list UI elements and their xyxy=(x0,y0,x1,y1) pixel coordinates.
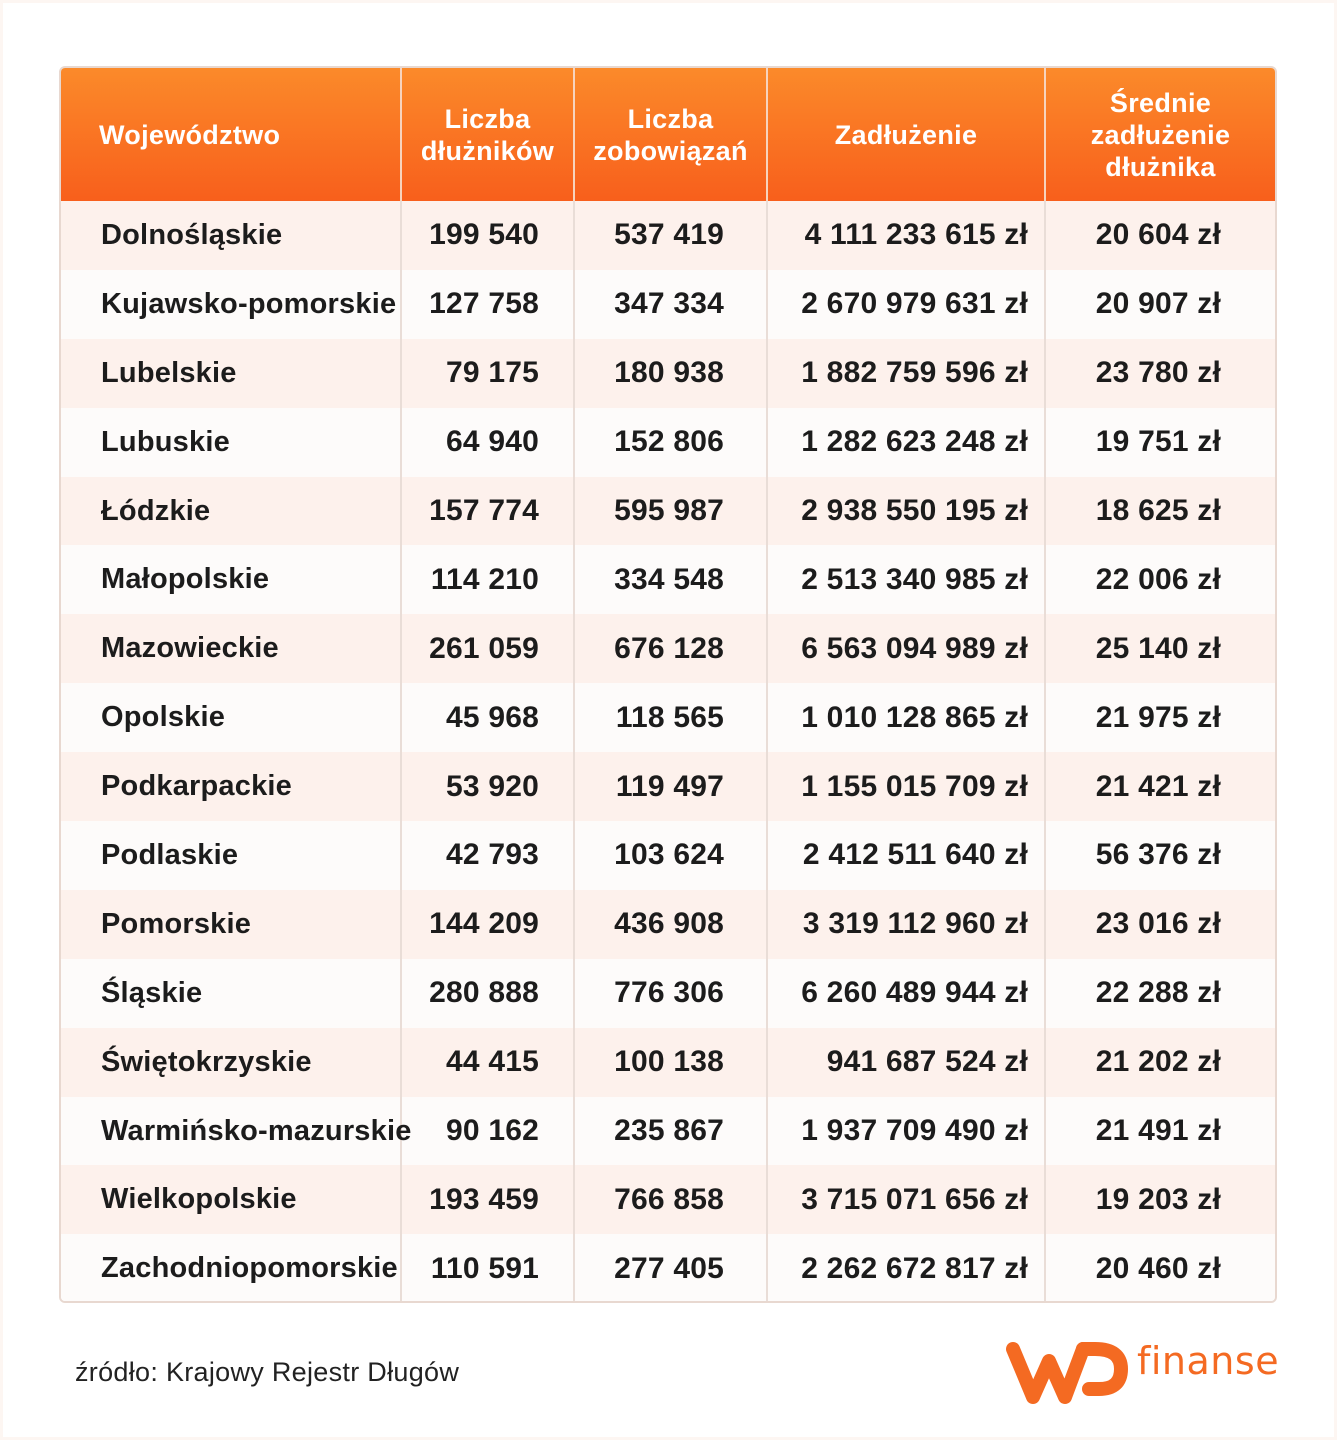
cell-debt: 2 670 979 631 zł xyxy=(767,270,1045,339)
cell-average-debt: 23 016 zł xyxy=(1045,890,1275,959)
cell-region: Mazowieckie xyxy=(61,614,401,683)
table-row xyxy=(61,477,1275,546)
cell-average-debt: 23 780 zł xyxy=(1045,339,1275,408)
cell-debt: 1 937 709 490 zł xyxy=(767,1097,1045,1166)
cell-obligations: 334 548 xyxy=(574,545,767,614)
cell-region: Opolskie xyxy=(61,683,401,752)
cell-debt: 6 260 489 944 zł xyxy=(767,959,1045,1028)
cell-obligations: 100 138 xyxy=(574,1028,767,1097)
table-row xyxy=(61,1234,1275,1303)
source-note: źródło: Krajowy Rejestr Długów xyxy=(75,1357,460,1387)
cell-average-debt: 20 604 zł xyxy=(1045,201,1275,270)
cell-region: Lubelskie xyxy=(61,339,401,408)
cell-debtors: 90 162 xyxy=(401,1097,574,1166)
cell-obligations: 277 405 xyxy=(574,1234,767,1303)
wp-logo-icon xyxy=(1003,1335,1138,1415)
cell-average-debt: 21 491 zł xyxy=(1045,1097,1275,1166)
table-body xyxy=(61,201,1275,1303)
debt-table xyxy=(61,68,1275,1303)
cell-obligations: 180 938 xyxy=(574,339,767,408)
cell-obligations: 235 867 xyxy=(574,1097,767,1166)
cell-debtors: 127 758 xyxy=(401,270,574,339)
cell-obligations: 152 806 xyxy=(574,408,767,477)
table-row xyxy=(61,821,1275,890)
cell-debtors: 261 059 xyxy=(401,614,574,683)
cell-debtors: 45 968 xyxy=(401,683,574,752)
table-row xyxy=(61,1097,1275,1166)
table-row xyxy=(61,1028,1275,1097)
cell-region: Dolnośląskie xyxy=(61,201,401,270)
cell-region: Pomorskie xyxy=(61,890,401,959)
table-header-row xyxy=(61,68,1275,201)
cell-debt: 1 282 623 248 zł xyxy=(767,408,1045,477)
cell-debt: 1 882 759 596 zł xyxy=(767,339,1045,408)
cell-debtors: 193 459 xyxy=(401,1165,574,1234)
cell-debtors: 114 210 xyxy=(401,545,574,614)
cell-debtors: 79 175 xyxy=(401,339,574,408)
cell-region: Małopolskie xyxy=(61,545,401,614)
cell-debtors: 110 591 xyxy=(401,1234,574,1303)
cell-debtors: 64 940 xyxy=(401,408,574,477)
cell-region: Łódzkie xyxy=(61,477,401,546)
table-row xyxy=(61,614,1275,683)
cell-average-debt: 25 140 zł xyxy=(1045,614,1275,683)
cell-average-debt: 22 006 zł xyxy=(1045,545,1275,614)
cell-debt: 4 111 233 615 zł xyxy=(767,201,1045,270)
cell-region: Wielkopolskie xyxy=(61,1165,401,1234)
cell-debt: 3 715 071 656 zł xyxy=(767,1165,1045,1234)
cell-obligations: 766 858 xyxy=(574,1165,767,1234)
cell-debtors: 42 793 xyxy=(401,821,574,890)
header-average-debt: Średnie zadłużenie dłużnika xyxy=(1045,68,1275,201)
cell-region: Podkarpackie xyxy=(61,752,401,821)
table-row xyxy=(61,959,1275,1028)
cell-debt: 2 412 511 640 zł xyxy=(767,821,1045,890)
cell-debt: 1 155 015 709 zł xyxy=(767,752,1045,821)
cell-debtors: 144 209 xyxy=(401,890,574,959)
cell-obligations: 347 334 xyxy=(574,270,767,339)
table-row xyxy=(61,1165,1275,1234)
cell-debt: 941 687 524 zł xyxy=(767,1028,1045,1097)
cell-average-debt: 21 202 zł xyxy=(1045,1028,1275,1097)
cell-debtors: 157 774 xyxy=(401,477,574,546)
header-region: Województwo xyxy=(61,68,401,201)
header-obligations: Liczba zobowiązań xyxy=(574,68,767,201)
cell-debtors: 280 888 xyxy=(401,959,574,1028)
cell-obligations: 776 306 xyxy=(574,959,767,1028)
cell-region: Świętokrzyskie xyxy=(61,1028,401,1097)
cell-debt: 1 010 128 865 zł xyxy=(767,683,1045,752)
cell-average-debt: 20 907 zł xyxy=(1045,270,1275,339)
cell-average-debt: 19 751 zł xyxy=(1045,408,1275,477)
table-row xyxy=(61,339,1275,408)
cell-debt: 2 513 340 985 zł xyxy=(767,545,1045,614)
table-row xyxy=(61,270,1275,339)
cell-average-debt: 19 203 zł xyxy=(1045,1165,1275,1234)
table-row xyxy=(61,408,1275,477)
table-row xyxy=(61,683,1275,752)
cell-region: Lubuskie xyxy=(61,408,401,477)
table-row xyxy=(61,201,1275,270)
cell-obligations: 103 624 xyxy=(574,821,767,890)
cell-obligations: 436 908 xyxy=(574,890,767,959)
cell-average-debt: 21 975 zł xyxy=(1045,683,1275,752)
cell-average-debt: 21 421 zł xyxy=(1045,752,1275,821)
cell-obligations: 595 987 xyxy=(574,477,767,546)
cell-region: Warmińsko-mazurskie xyxy=(61,1097,401,1166)
header-debtors: Liczba dłużników xyxy=(401,68,574,201)
cell-debt: 2 938 550 195 zł xyxy=(767,477,1045,546)
brand-logo xyxy=(1003,1335,1283,1415)
cell-debt: 3 319 112 960 zł xyxy=(767,890,1045,959)
cell-average-debt: 56 376 zł xyxy=(1045,821,1275,890)
cell-average-debt: 22 288 zł xyxy=(1045,959,1275,1028)
cell-obligations: 676 128 xyxy=(574,614,767,683)
cell-debt: 6 563 094 989 zł xyxy=(767,614,1045,683)
cell-region: Kujawsko-pomorskie xyxy=(61,270,401,339)
debt-table-card xyxy=(59,66,1277,1303)
table-row xyxy=(61,545,1275,614)
cell-debtors: 199 540 xyxy=(401,201,574,270)
cell-region: Śląskie xyxy=(61,959,401,1028)
table-row xyxy=(61,752,1275,821)
cell-region: Zachodniopomorskie xyxy=(61,1234,401,1303)
cell-obligations: 118 565 xyxy=(574,683,767,752)
cell-debtors: 44 415 xyxy=(401,1028,574,1097)
cell-average-debt: 20 460 zł xyxy=(1045,1234,1275,1303)
cell-debt: 2 262 672 817 zł xyxy=(767,1234,1045,1303)
brand-name: finanse xyxy=(1137,1339,1280,1383)
cell-obligations: 537 419 xyxy=(574,201,767,270)
cell-average-debt: 18 625 zł xyxy=(1045,477,1275,546)
cell-debtors: 53 920 xyxy=(401,752,574,821)
header-debt: Zadłużenie xyxy=(767,68,1045,201)
cell-region: Podlaskie xyxy=(61,821,401,890)
table-row xyxy=(61,890,1275,959)
cell-obligations: 119 497 xyxy=(574,752,767,821)
